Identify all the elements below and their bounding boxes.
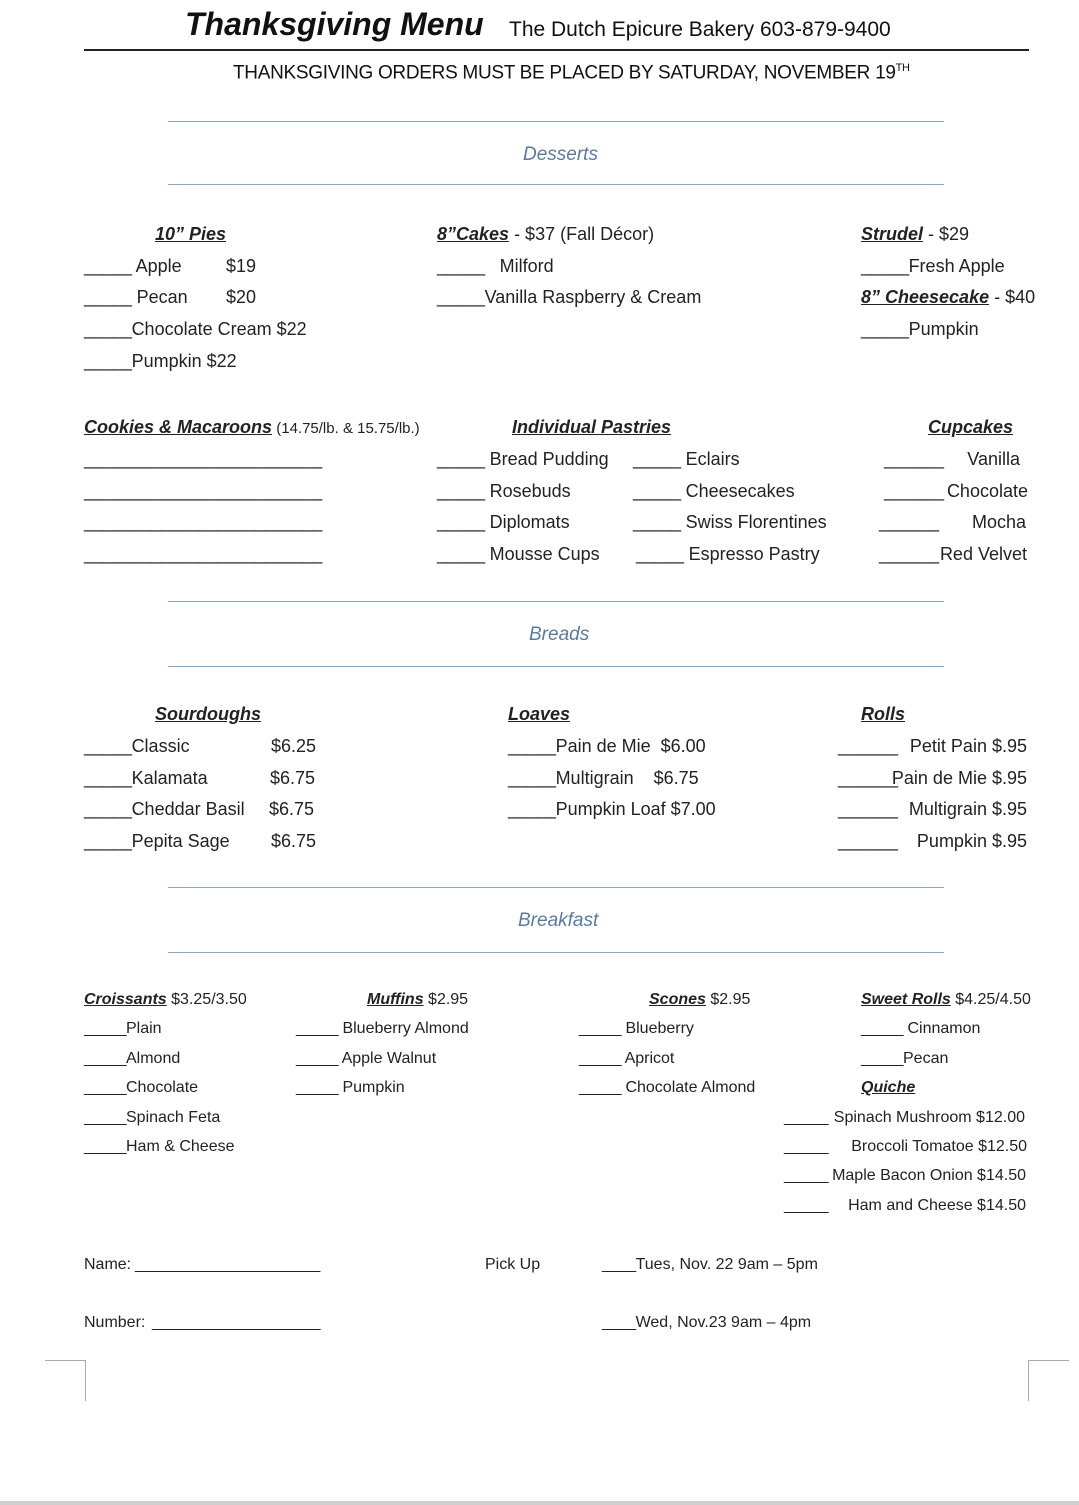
order-blank[interactable]: ______ xyxy=(879,512,940,532)
order-blank[interactable]: _____ xyxy=(296,1079,338,1096)
item-name: Pain de Mie $6.00 xyxy=(555,736,706,756)
list-item[interactable] xyxy=(296,1020,469,1038)
cheesecake-price: - $40 xyxy=(989,287,1036,307)
order-blank[interactable]: _____ xyxy=(636,544,684,564)
order-blank[interactable]: _____ xyxy=(437,481,485,501)
croissants-heading-line xyxy=(84,991,247,1009)
item-name: Pepita Sage xyxy=(131,831,230,851)
item-name: Apple Walnut xyxy=(341,1050,437,1067)
pickup-option-tues[interactable] xyxy=(602,1256,818,1274)
order-blank[interactable]: ______ xyxy=(838,831,899,851)
item-price: $6.75 xyxy=(271,831,317,851)
item-name: Chocolate Almond xyxy=(625,1079,756,1096)
list-item[interactable] xyxy=(508,736,706,757)
order-blank[interactable]: ____ xyxy=(602,1256,636,1273)
page-bottom-border xyxy=(0,1501,1079,1505)
sourdoughs-heading: Sourdoughs xyxy=(155,704,261,724)
item-name: Broccoli Tomatoe $12.50 xyxy=(851,1138,1027,1155)
order-blank[interactable]: _____ xyxy=(84,736,132,756)
list-item[interactable] xyxy=(437,256,554,277)
header-rule xyxy=(84,49,1029,51)
order-blank[interactable]: _____ xyxy=(784,1167,829,1184)
order-blank[interactable]: _____ xyxy=(861,256,909,276)
order-blank[interactable]: _____ xyxy=(84,256,132,276)
pickup-label: Pick Up xyxy=(485,1256,541,1273)
list-item[interactable] xyxy=(84,1050,180,1068)
item-name: Fresh Apple xyxy=(908,256,1005,276)
section-rule xyxy=(168,666,944,667)
quiche-heading: Quiche xyxy=(861,1079,916,1096)
order-blank[interactable]: _____ xyxy=(579,1050,621,1067)
item-name: Cheddar Basil xyxy=(131,799,245,819)
item-name: Spinach Feta xyxy=(126,1109,221,1126)
scones-heading-line xyxy=(649,991,750,1009)
item-price: $6.25 xyxy=(271,736,317,756)
order-blank[interactable]: _____ xyxy=(861,1050,903,1067)
item-price: $6.75 xyxy=(269,799,315,819)
item-name: Chocolate Cream $22 xyxy=(131,319,307,339)
cookie-order-line[interactable]: _________________________ xyxy=(84,449,322,469)
order-blank[interactable]: _____ xyxy=(84,1050,126,1067)
list-item[interactable] xyxy=(633,481,795,502)
list-item[interactable] xyxy=(437,287,701,308)
order-blank[interactable]: _____ xyxy=(84,1109,126,1126)
order-blank[interactable]: _____ xyxy=(861,1020,903,1037)
cookie-order-line[interactable]: _________________________ xyxy=(84,481,322,501)
list-item[interactable] xyxy=(633,512,827,533)
cheesecake-heading: 8” Cheesecake xyxy=(861,287,990,307)
list-item[interactable] xyxy=(508,799,716,820)
list-item[interactable] xyxy=(84,1020,162,1038)
cookies-heading: Cookies & Macaroons xyxy=(84,417,273,437)
order-blank[interactable]: _____ xyxy=(437,449,485,469)
list-item[interactable] xyxy=(579,1050,674,1068)
item-name: Cinnamon xyxy=(907,1020,981,1037)
item-name: Multigrain $6.75 xyxy=(555,768,699,788)
order-blank[interactable]: _____ xyxy=(84,351,132,371)
order-blank[interactable]: _____ xyxy=(633,512,681,532)
order-blank[interactable]: _____ xyxy=(84,768,132,788)
page-corner-mark xyxy=(45,1360,86,1401)
list-item[interactable] xyxy=(861,256,1005,277)
order-blank[interactable]: _____ xyxy=(84,831,132,851)
list-item[interactable] xyxy=(84,319,307,340)
item-name: Pumpkin xyxy=(342,1079,405,1096)
pickup-wed-label: Wed, Nov.23 9am – 4pm xyxy=(635,1314,812,1331)
item-name: Pain de Mie $.95 xyxy=(891,768,1027,788)
pastries-heading: Individual Pastries xyxy=(512,417,672,437)
item-name: Kalamata xyxy=(131,768,208,788)
item-name: Pecan xyxy=(136,287,188,307)
list-item[interactable] xyxy=(437,449,609,470)
item-name: Bread Pudding xyxy=(489,449,609,469)
item-name: Chocolate xyxy=(126,1079,199,1096)
item-name: Blueberry xyxy=(625,1020,694,1037)
sweet-rolls-heading: Sweet Rolls xyxy=(861,991,951,1008)
order-blank[interactable]: _____ xyxy=(84,1138,126,1155)
list-item[interactable] xyxy=(84,768,208,789)
list-item[interactable] xyxy=(84,351,237,372)
item-name: Maple Bacon Onion $14.50 xyxy=(832,1167,1026,1184)
cheesecake-heading-line xyxy=(861,287,1035,308)
order-blank[interactable]: ______ xyxy=(838,799,899,819)
section-title-desserts: Desserts xyxy=(523,144,598,165)
cookies-heading-line xyxy=(84,417,420,438)
list-item[interactable] xyxy=(437,544,600,565)
item-name: Apple xyxy=(135,256,182,276)
order-deadline-text: THANKSGIVING ORDERS MUST BE PLACED BY SATURDAY, NOVEMBER 19 xyxy=(233,62,896,84)
business-info: The Dutch Epicure Bakery 603-879-9400 xyxy=(509,18,891,41)
item-name: Pumpkin $22 xyxy=(131,351,237,371)
order-blank[interactable]: ______ xyxy=(838,768,899,788)
order-blank[interactable]: _____ xyxy=(437,512,485,532)
item-name: Mocha xyxy=(971,512,1026,532)
pickup-option-wed[interactable] xyxy=(602,1314,811,1332)
order-blank[interactable]: _____ xyxy=(437,544,485,564)
item-name: Rosebuds xyxy=(489,481,571,501)
order-blank[interactable]: _____ xyxy=(508,768,556,788)
order-blank[interactable]: _____ xyxy=(296,1050,338,1067)
croissants-heading: Croissants xyxy=(84,991,167,1008)
strudel-heading: Strudel xyxy=(861,224,924,244)
order-blank[interactable]: _____ xyxy=(296,1020,338,1037)
pies-heading: 10” Pies xyxy=(155,224,227,244)
cupcakes-heading: Cupcakes xyxy=(927,417,1013,437)
page-title: Thanksgiving Menu xyxy=(185,6,484,42)
cakes-heading-line xyxy=(437,224,654,245)
order-blank[interactable]: _____ xyxy=(579,1079,621,1096)
section-rule xyxy=(168,887,944,888)
muffins-price: $2.95 xyxy=(423,991,469,1008)
item-name: Almond xyxy=(126,1050,181,1067)
list-item[interactable] xyxy=(579,1079,755,1097)
section-rule xyxy=(168,952,944,953)
item-name: Red Velvet xyxy=(939,544,1027,564)
order-blank[interactable]: _____ xyxy=(84,319,132,339)
order-blank[interactable]: _____ xyxy=(784,1138,829,1155)
order-deadline-sup: TH xyxy=(895,62,910,74)
order-blank[interactable]: _____ xyxy=(84,1020,126,1037)
cakes-price: - $37 (Fall Décor) xyxy=(509,224,655,244)
order-blank[interactable]: ____ xyxy=(602,1314,636,1331)
item-price: $6.75 xyxy=(270,768,316,788)
cakes-heading: 8”Cakes xyxy=(437,224,510,244)
section-title-breakfast: Breakfast xyxy=(518,910,599,931)
number-field[interactable]: ____________________ xyxy=(152,1314,320,1331)
order-blank[interactable]: _____ xyxy=(84,1079,126,1096)
strudel-heading-line xyxy=(861,224,969,245)
item-name: Ham & Cheese xyxy=(126,1138,235,1155)
list-item[interactable] xyxy=(579,1020,694,1038)
list-item[interactable] xyxy=(84,256,182,277)
section-rule xyxy=(168,601,944,602)
number-label: Number: xyxy=(84,1314,146,1331)
scones-price: $2.95 xyxy=(705,991,751,1008)
cookie-order-line[interactable]: _________________________ xyxy=(84,544,322,564)
list-item[interactable] xyxy=(84,736,190,757)
page-corner-mark xyxy=(1028,1360,1069,1401)
list-item[interactable] xyxy=(508,768,699,789)
order-blank[interactable]: _____ xyxy=(508,736,556,756)
item-name: Classic xyxy=(131,736,190,756)
list-item[interactable] xyxy=(437,512,570,533)
list-item[interactable] xyxy=(296,1050,436,1068)
item-name: Blueberry Almond xyxy=(342,1020,469,1037)
item-name: Eclairs xyxy=(685,449,740,469)
rolls-heading: Rolls xyxy=(861,704,906,724)
order-blank[interactable]: _____ xyxy=(633,449,681,469)
section-rule xyxy=(168,121,944,122)
order-blank[interactable]: _____ xyxy=(508,799,556,819)
item-name: Plain xyxy=(126,1020,162,1037)
order-blank[interactable]: _____ xyxy=(861,319,909,339)
list-item[interactable] xyxy=(84,1109,220,1127)
order-blank[interactable]: _____ xyxy=(84,799,132,819)
item-name: Petit Pain $.95 xyxy=(909,736,1027,756)
strudel-price: - $29 xyxy=(923,224,970,244)
item-name: Multigrain $.95 xyxy=(908,799,1027,819)
section-rule xyxy=(168,184,944,185)
order-blank[interactable]: ______ xyxy=(879,544,940,564)
sweet-rolls-heading-line xyxy=(861,991,1031,1009)
item-name: Vanilla xyxy=(967,449,1020,469)
order-blank[interactable]: _____ xyxy=(579,1020,621,1037)
item-name: Swiss Florentines xyxy=(685,512,827,532)
order-blank[interactable]: _____ xyxy=(437,287,485,307)
item-name: Spinach Mushroom $12.00 xyxy=(833,1109,1025,1126)
muffins-heading: Muffins xyxy=(367,991,424,1008)
item-name: Mousse Cups xyxy=(489,544,600,564)
item-name: Espresso Pastry xyxy=(688,544,820,564)
order-blank[interactable]: ______ xyxy=(838,736,899,756)
item-name: Ham and Cheese $14.50 xyxy=(848,1197,1026,1214)
name-field[interactable]: ______________________ xyxy=(135,1256,320,1273)
item-name: Pumpkin Loaf $7.00 xyxy=(555,799,716,819)
list-item[interactable] xyxy=(84,1079,198,1097)
muffins-heading-line xyxy=(367,991,468,1009)
item-name: Chocolate xyxy=(946,481,1028,501)
item-name: Pumpkin xyxy=(908,319,979,339)
sweet-rolls-price: $4.25/4.50 xyxy=(950,991,1031,1008)
pickup-tues-label: Tues, Nov. 22 9am – 5pm xyxy=(635,1256,818,1273)
item-name: Pecan xyxy=(903,1050,949,1067)
order-blank[interactable]: _____ xyxy=(784,1197,829,1214)
scones-heading: Scones xyxy=(649,991,706,1008)
list-item[interactable] xyxy=(84,287,188,308)
name-label: Name: xyxy=(84,1256,132,1273)
item-name: Cheesecakes xyxy=(685,481,795,501)
item-name: Pumpkin $.95 xyxy=(916,831,1027,851)
list-item[interactable] xyxy=(84,1138,235,1156)
order-blank[interactable]: _____ xyxy=(633,481,681,501)
loaves-heading: Loaves xyxy=(508,704,571,724)
cookie-order-line[interactable]: _________________________ xyxy=(84,512,322,532)
item-name: Vanilla Raspberry & Cream xyxy=(484,287,702,307)
order-blank[interactable]: _____ xyxy=(84,287,132,307)
list-item[interactable] xyxy=(437,481,571,502)
order-blank[interactable]: ______ xyxy=(884,481,945,501)
order-blank[interactable]: _____ xyxy=(437,256,485,276)
item-price: $20 xyxy=(226,287,257,307)
list-item[interactable] xyxy=(861,319,979,340)
section-title-breads: Breads xyxy=(529,624,590,645)
item-name: Diplomats xyxy=(489,512,570,532)
item-name: Apricot xyxy=(624,1050,675,1067)
list-item[interactable] xyxy=(861,1050,948,1068)
list-item[interactable] xyxy=(296,1079,405,1097)
croissants-price: $3.25/3.50 xyxy=(166,991,247,1008)
order-blank[interactable]: ______ xyxy=(884,449,945,469)
list-item[interactable] xyxy=(636,544,820,565)
order-deadline xyxy=(233,62,910,84)
list-item[interactable] xyxy=(633,449,740,470)
item-price: $19 xyxy=(226,256,257,276)
list-item[interactable] xyxy=(84,831,230,852)
cookies-price: (14.75/lb. & 15.75/lb.) xyxy=(272,420,420,437)
order-blank[interactable]: _____ xyxy=(784,1109,829,1126)
item-name: Milford xyxy=(499,256,554,276)
list-item[interactable] xyxy=(84,799,245,820)
list-item[interactable] xyxy=(861,1020,980,1038)
